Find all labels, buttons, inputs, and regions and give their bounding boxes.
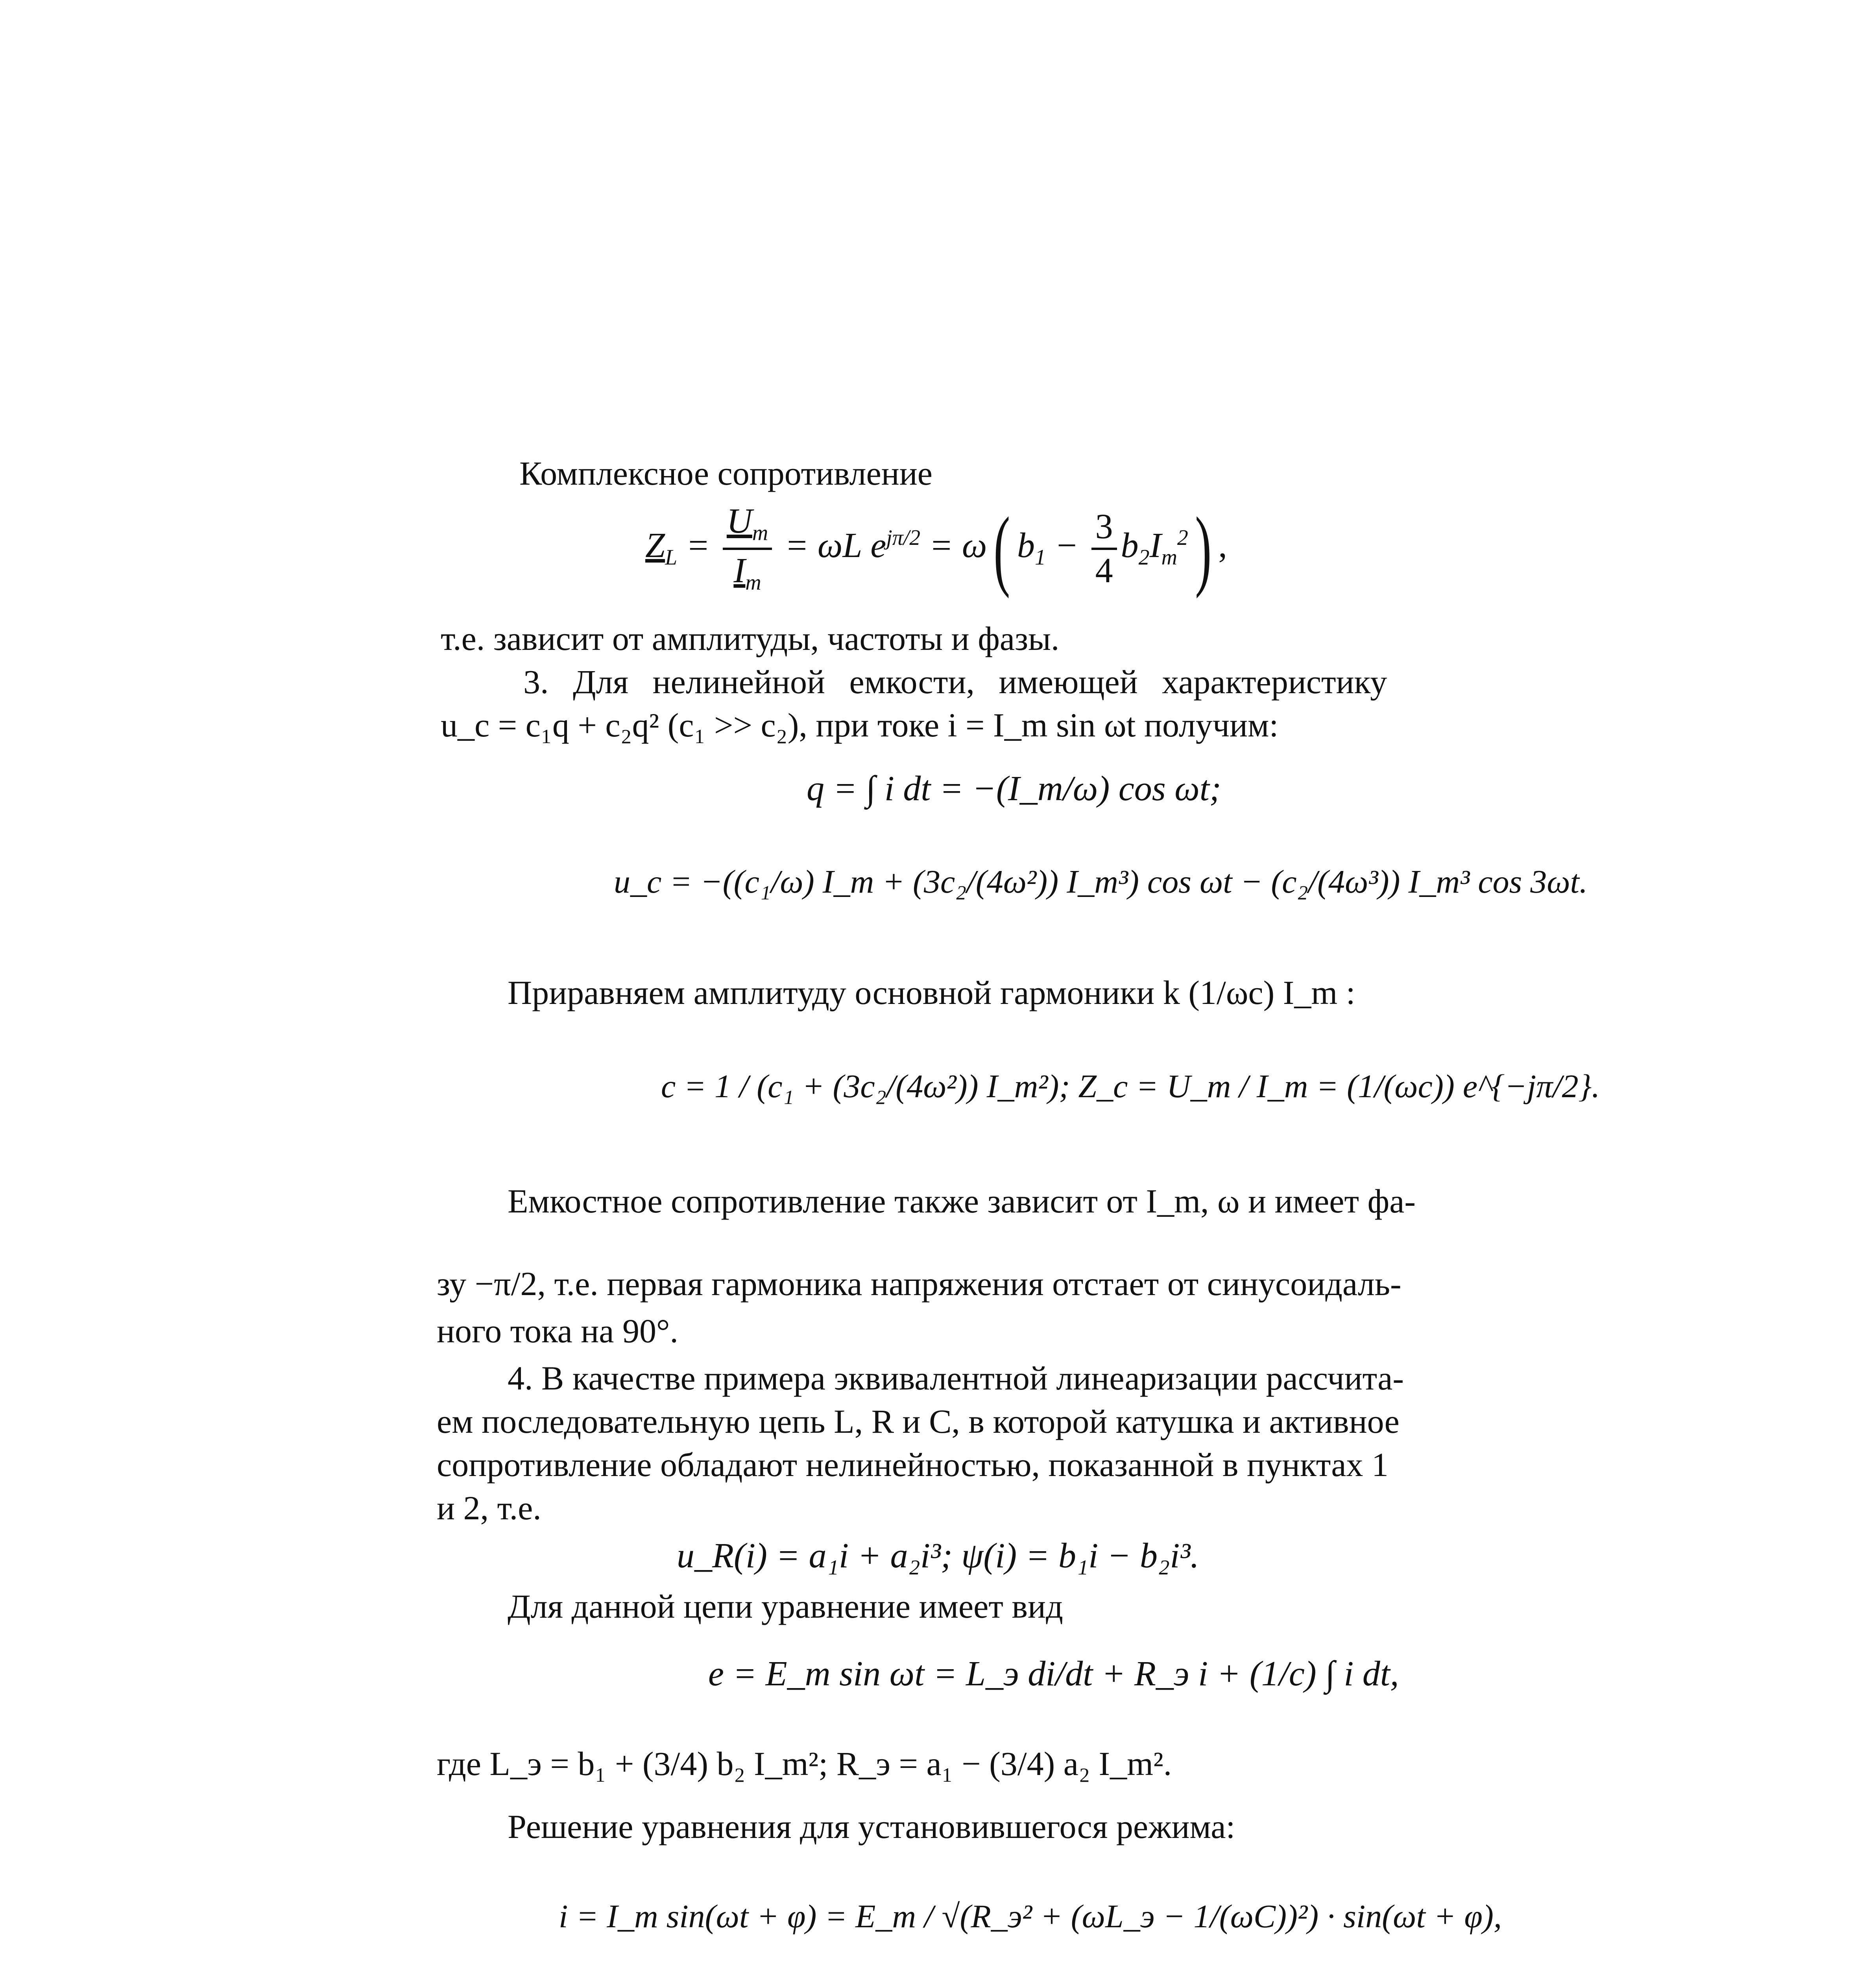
line-text: u_c = c₁q + c₂q² (c₁ >> c₂), при токе i = I_m sin ωt получим: [441,706,1279,744]
eq-i-text: i = I_m sin(ωt + φ) = E_m / √(R_э² + (ωL_э − 1/(ωC))²) · sin(ωt + φ), [559,1898,1502,1935]
line-text: ем последовательную цепь L, R и C, в которой катушка и активное [437,1402,1400,1440]
equation-nonlinear [677,1538,1199,1574]
line-text: Комплексное сопротивление [519,454,932,492]
line-text: 4. В качестве примера эквивалентной линеаризации рассчита- [508,1359,1404,1397]
eq-q-text: q = ∫ i dt = −(I_m/ω) cos ωt; [807,769,1221,808]
line-text: где L_э = b₁ + (3/4) b₂ I_m²; R_э = a₁ − (3/4) a₂ I_m². [437,1745,1172,1782]
line-text: зу −π/2, т.е. первая гармоника напряжения отстает от синусоидаль- [437,1265,1401,1303]
text-line [441,622,1059,655]
text-line [437,1491,541,1525]
line-text: и 2, т.е. [437,1489,541,1527]
text-line [519,456,932,490]
text-line [441,708,1278,742]
text-line [437,1404,1400,1438]
line-text: ного тока на 90°. [437,1312,678,1350]
fraction: $\frac{U_m}{I_m}$ [723,504,772,594]
text-line [437,1267,1401,1301]
line-text: Решение уравнения для установившегося режима: [508,1808,1235,1845]
equation-c [661,1070,1600,1103]
line-text: сопротивление обладают нелинейностью, показанной в пунктах 1 [437,1446,1389,1484]
text-line [508,976,1355,1009]
eq-uc-text: u_c = −((c₁/ω) I_m + (3c₂/(4ω²)) I_m³) cos ωt − (c₂/(4ω³)) I_m³ cos 3ωt. [614,864,1588,900]
equation-zl [645,498,1227,599]
equation-uc [614,865,1588,899]
equation-i [559,1900,1502,1933]
text-line [437,1448,1389,1482]
eq-c-text: c = 1 / (c₁ + (3c₂/(4ω²)) I_m²); Z_c = U_m / I_m = (1/(ωc)) e^{−jπ/2}. [661,1068,1600,1105]
line-text: Приравняем амплитуду основной гармоники k (1/ωc) I_m : [508,974,1355,1011]
line-text: Для данной цепи уравнение имеет вид [508,1587,1063,1625]
text-line [508,1589,1063,1623]
eq-zl-lhs: $Z_L$ = [645,526,710,570]
equation-e [708,1656,1399,1692]
eq-e-text: e = E_m sin ωt = L_э di/dt + R_э i + (1/c) ∫ i dt, [708,1654,1399,1693]
text-line [508,1184,1416,1218]
eq-zl-rhs: = ωL $e^{j\pi/2} = \omega$( $b_1$ − $\frac{3}{4}$ $b_2I_m^2$) , [785,498,1227,599]
text-line [523,665,1387,699]
equation-q [807,771,1221,806]
line-text: 3. Для нелинейной емкости, имеющей характеристику [523,663,1387,701]
text-line [437,1747,1172,1781]
text-line [508,1810,1235,1843]
text-line [437,1314,678,1348]
line-text: Емкостное сопротивление также зависит от I_m, ω и имеет фа- [508,1182,1416,1220]
eq-nonlin-text: u_R(i) = a₁i + a₂i³; ψ(i) = b₁i − b₂i³. [677,1536,1199,1575]
line-text: т.е. зависит от амплитуды, частоты и фазы. [441,620,1060,657]
text-line [508,1361,1404,1395]
